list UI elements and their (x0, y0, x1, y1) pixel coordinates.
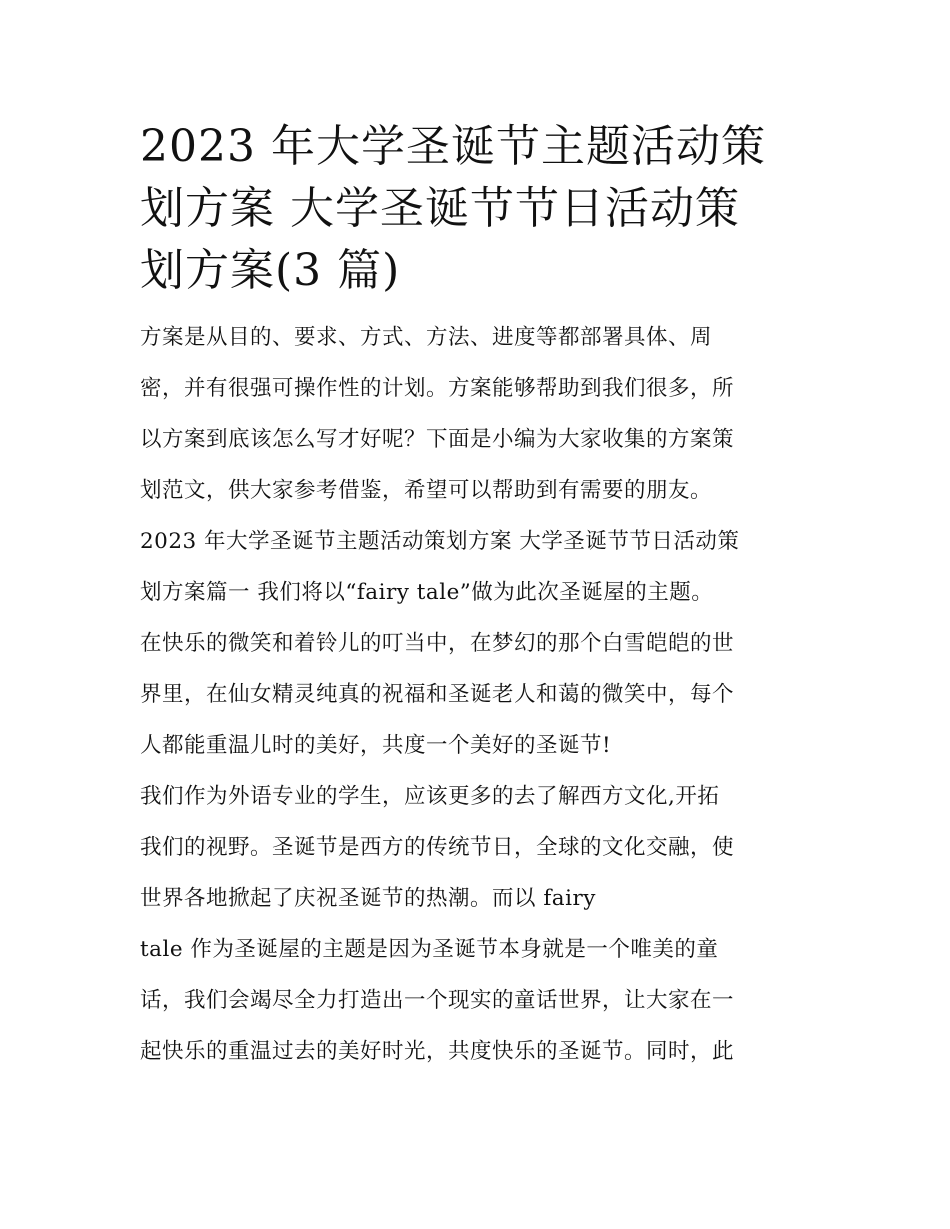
body-line: tale 作为圣诞屋的主题是因为圣诞节本身就是一个唯美的童 (140, 937, 719, 962)
purpose-paragraph (140, 771, 815, 924)
body-line: 我们的视野。圣诞节是西方的传统节日，全球的文化交融，使 (140, 835, 735, 860)
body-line: 划方案篇一 我们将以“fairy tale”做为此次圣诞屋的主题。 (140, 580, 714, 605)
title-line: 划方案(3 篇) (140, 245, 401, 296)
fairy-tale-paragraph (140, 924, 815, 1077)
body-line: 界里，在仙女精灵纯真的祝福和圣诞老人和蔼的微笑中，每个 (140, 682, 735, 707)
document-page (140, 116, 815, 1077)
body-line: 划范文，供大家参考借鉴，希望可以帮助到有需要的朋友。 (140, 478, 713, 503)
title-line: 划方案 大学圣诞节节日活动策 (140, 183, 740, 234)
theme-paragraph (140, 618, 815, 771)
body-line: 起快乐的重温过去的美好时光，共度快乐的圣诞节。同时，此 (140, 1039, 735, 1064)
body-line: 话，我们会竭尽全力打造出一个现实的童话世界，让大家在一 (140, 988, 735, 1013)
body-line: 方案是从目的、要求、方式、方法、进度等都部署具体、周 (140, 325, 713, 350)
body-line: 世界各地掀起了庆祝圣诞节的热潮。而以 fairy (140, 886, 596, 911)
intro-paragraph (140, 312, 815, 516)
body-line: 以方案到底该怎么写才好呢？下面是小编为大家收集的方案策 (140, 427, 735, 452)
document-title (140, 116, 815, 302)
body-line: 2023 年大学圣诞节主题活动策划方案 大学圣诞节节日活动策 (140, 529, 740, 554)
body-line: 密，并有很强可操作性的计划。方案能够帮助到我们很多，所 (140, 376, 735, 401)
body-line: 人都能重温儿时的美好，共度一个美好的圣诞节! (140, 733, 612, 758)
body-line: 我们作为外语专业的学生，应该更多的去了解西方文化,开拓 (140, 784, 720, 809)
document-body (140, 312, 815, 1077)
section-heading-paragraph (140, 516, 815, 618)
title-line: 2023 年大学圣诞节主题活动策 (140, 121, 766, 172)
body-line: 在快乐的微笑和着铃儿的叮当中，在梦幻的那个白雪皑皑的世 (140, 631, 735, 656)
